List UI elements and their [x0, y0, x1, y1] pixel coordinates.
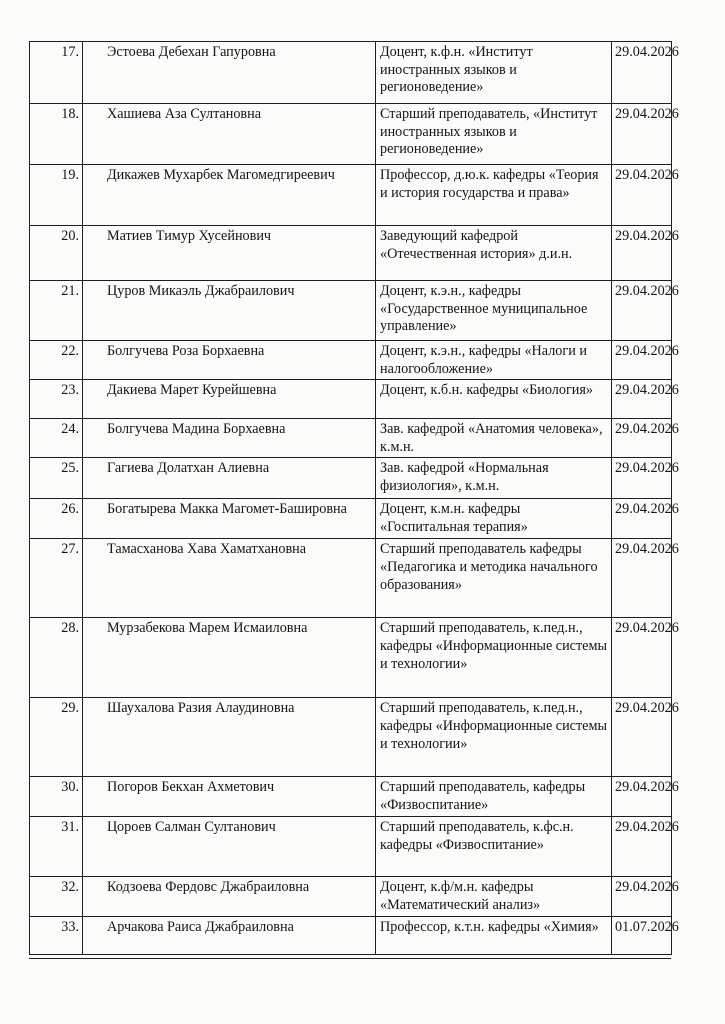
- row-position: Доцент, к.э.н., кафедры «Государственное муниципальное управление»: [376, 281, 612, 341]
- row-position: Старший преподаватель, к.фс.н. кафедры «Физвоспитание»: [376, 817, 612, 877]
- row-date: 29.04.2026: [612, 226, 672, 281]
- table-row: [30, 104, 672, 165]
- row-position: Доцент, к.э.н., кафедры «Налоги и налогообложение»: [376, 341, 612, 380]
- table-bottom-border: [29, 958, 671, 959]
- row-name: Шаухалова Разия Алаудиновна: [83, 698, 376, 777]
- row-name: Хашиева Аза Султановна: [83, 104, 376, 165]
- staff-table-body: [30, 42, 679, 955]
- table-row: [30, 458, 672, 499]
- row-number: 22.: [30, 341, 83, 380]
- row-position: Профессор, д.ю.к. кафедры «Теория и история государства и права»: [376, 165, 612, 226]
- row-position: Доцент, к.б.н. кафедры «Биология»: [376, 380, 612, 419]
- row-number: 17.: [30, 42, 83, 104]
- row-number: 29.: [30, 698, 83, 777]
- table-row: [30, 165, 672, 226]
- row-date: 29.04.2026: [612, 618, 672, 698]
- row-name: Арчакова Раиса Джабраиловна: [83, 917, 376, 955]
- row-name: Богатырева Макка Магомет-Башировна: [83, 499, 376, 539]
- row-position: Доцент, к.м.н. кафедры «Госпитальная терапия»: [376, 499, 612, 539]
- table-row: [30, 877, 672, 917]
- row-position: Заведующий кафедрой «Отечественная история» д.и.н.: [376, 226, 612, 281]
- staff-table: [29, 41, 679, 955]
- table-row: [30, 539, 672, 618]
- row-number: 32.: [30, 877, 83, 917]
- table-row: [30, 281, 672, 341]
- row-date: 01.07.2026: [612, 917, 672, 955]
- row-position: Старший преподаватель, кафедры «Физвоспитание»: [376, 777, 612, 817]
- row-name: Матиев Тимур Хусейнович: [83, 226, 376, 281]
- row-name: Цуров Микаэль Джабраилович: [83, 281, 376, 341]
- table-row: [30, 226, 672, 281]
- row-position: Старший преподаватель, к.пед.н., кафедры «Информационные системы и технологии»: [376, 618, 612, 698]
- row-number: 18.: [30, 104, 83, 165]
- table-row: [30, 817, 672, 877]
- table-row: [30, 777, 672, 817]
- row-name: Погоров Бекхан Ахметович: [83, 777, 376, 817]
- row-name: Кодзоева Фердовс Джабраиловна: [83, 877, 376, 917]
- row-date: 29.04.2026: [612, 419, 672, 458]
- row-date: 29.04.2026: [612, 539, 672, 618]
- row-position: Доцент, к.ф.н. «Институт иностранных языков и регионоведение»: [376, 42, 612, 104]
- row-name: Эстоева Дебехан Гапуровна: [83, 42, 376, 104]
- row-name: Болгучева Роза Борхаевна: [83, 341, 376, 380]
- row-date: 29.04.2026: [612, 165, 672, 226]
- table-row: [30, 419, 672, 458]
- row-position: Профессор, к.т.н. кафедры «Химия»: [376, 917, 612, 955]
- row-date: 29.04.2026: [612, 281, 672, 341]
- table-row: [30, 341, 672, 380]
- row-number: 25.: [30, 458, 83, 499]
- row-position: Старший преподаватель, «Институт иностранных языков и регионоведение»: [376, 104, 612, 165]
- row-date: 29.04.2026: [612, 42, 672, 104]
- table-row: [30, 380, 672, 419]
- table-row: [30, 499, 672, 539]
- row-date: 29.04.2026: [612, 458, 672, 499]
- table-row: [30, 618, 672, 698]
- row-position: Старший преподаватель кафедры «Педагогика и методика начального образования»: [376, 539, 612, 618]
- row-position: Зав. кафедрой «Анатомия человека», к.м.н.: [376, 419, 612, 458]
- row-name: Болгучева Мадина Борхаевна: [83, 419, 376, 458]
- row-number: 31.: [30, 817, 83, 877]
- row-number: 23.: [30, 380, 83, 419]
- row-date: 29.04.2026: [612, 341, 672, 380]
- table-row: [30, 42, 672, 104]
- row-name: Дакиева Марет Курейшевна: [83, 380, 376, 419]
- row-name: Дикажев Мухарбек Магомедгиреевич: [83, 165, 376, 226]
- row-number: 20.: [30, 226, 83, 281]
- row-number: 28.: [30, 618, 83, 698]
- row-number: 21.: [30, 281, 83, 341]
- row-date: 29.04.2026: [612, 499, 672, 539]
- row-date: 29.04.2026: [612, 698, 672, 777]
- row-name: Гагиева Долатхан Алиевна: [83, 458, 376, 499]
- row-number: 27.: [30, 539, 83, 618]
- row-date: 29.04.2026: [612, 877, 672, 917]
- row-number: 26.: [30, 499, 83, 539]
- row-name: Тамасханова Хава Хаматхановна: [83, 539, 376, 618]
- table-row: [30, 698, 672, 777]
- row-position: Доцент, к.ф/м.н. кафедры «Математический анализ»: [376, 877, 612, 917]
- row-position: Зав. кафедрой «Нормальная физиология», к.м.н.: [376, 458, 612, 499]
- row-number: 30.: [30, 777, 83, 817]
- row-name: Цороев Салман Султанович: [83, 817, 376, 877]
- row-date: 29.04.2026: [612, 104, 672, 165]
- table-row: [30, 917, 672, 955]
- row-number: 24.: [30, 419, 83, 458]
- row-name: Мурзабекова Марем Исмаиловна: [83, 618, 376, 698]
- row-date: 29.04.2026: [612, 817, 672, 877]
- row-number: 19.: [30, 165, 83, 226]
- row-date: 29.04.2026: [612, 380, 672, 419]
- row-date: 29.04.2026: [612, 777, 672, 817]
- row-number: 33.: [30, 917, 83, 955]
- row-position: Старший преподаватель, к.пед.н., кафедры «Информационные системы и технологии»: [376, 698, 612, 777]
